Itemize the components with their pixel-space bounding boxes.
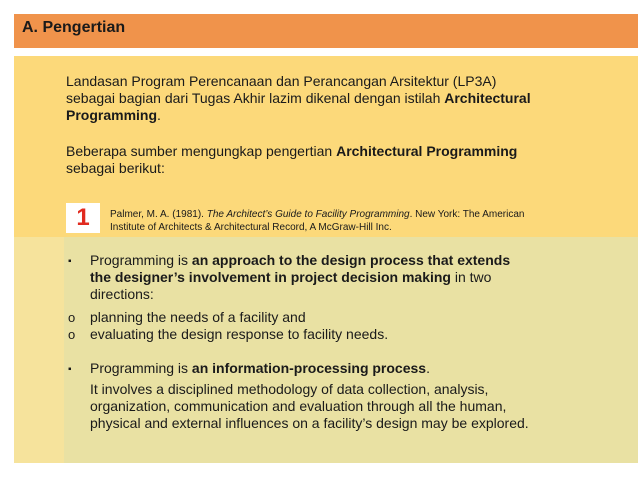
- slide-title: A. Pengertian: [22, 19, 126, 36]
- bullet-2-text: [90, 360, 530, 377]
- ref-publisher: . New York: The American Institute of Architects & Architectural Record, A McGraw-Hill Inc.: [110, 209, 525, 233]
- b1-start: Programming is: [90, 252, 192, 268]
- bullet-marker-1: ▪: [68, 256, 72, 267]
- intro-term: Architectural Programming: [66, 90, 531, 123]
- reference-citation: [110, 208, 530, 234]
- intro-text: Landasan Program Perencanaan dan Perancangan Arsitektur (LP3A) sebagai bagian dari Tugas Akhir lazim dikenal dengan istilah: [66, 73, 497, 106]
- bullet-marker-2: ▪: [68, 364, 72, 375]
- bullet-1-text: [90, 252, 530, 303]
- b2-end: .: [426, 360, 430, 376]
- intro-end: .: [157, 107, 161, 123]
- b1-bold: an approach to the design process that extends the designer’s involvement in project decision making: [90, 252, 511, 285]
- b2-bold: an information-processing process: [191, 360, 427, 376]
- b1-end: in two directions:: [90, 269, 492, 302]
- sub-marker-1: o: [68, 310, 76, 325]
- reference-number: 1: [66, 203, 100, 233]
- b2-start: Programming is: [90, 360, 192, 376]
- intro-paragraph-2: [66, 143, 546, 177]
- intro2-text: Beberapa sumber mengungkap pengertian: [66, 143, 337, 159]
- intro2-term: Architectural Programming: [336, 143, 518, 159]
- intro2-end: sebagai berikut:: [66, 160, 165, 176]
- intro-paragraph-1: [66, 73, 546, 124]
- bullet-2-detail: It involves a disciplined methodology of data collection, analysis, organization, communication and evaluation through all the human, physical and external influences on a facility’s design may be explored.: [90, 381, 529, 431]
- ref-book-title: The Architect’s Guide to Facility Programming: [206, 209, 410, 220]
- ref-author: Palmer, M. A. (1981).: [110, 209, 207, 220]
- sub-item-2: evaluating the design response to facility needs.: [90, 326, 389, 342]
- sub-item-1: planning the needs of a facility and: [90, 309, 306, 325]
- sub-marker-2: o: [68, 327, 76, 342]
